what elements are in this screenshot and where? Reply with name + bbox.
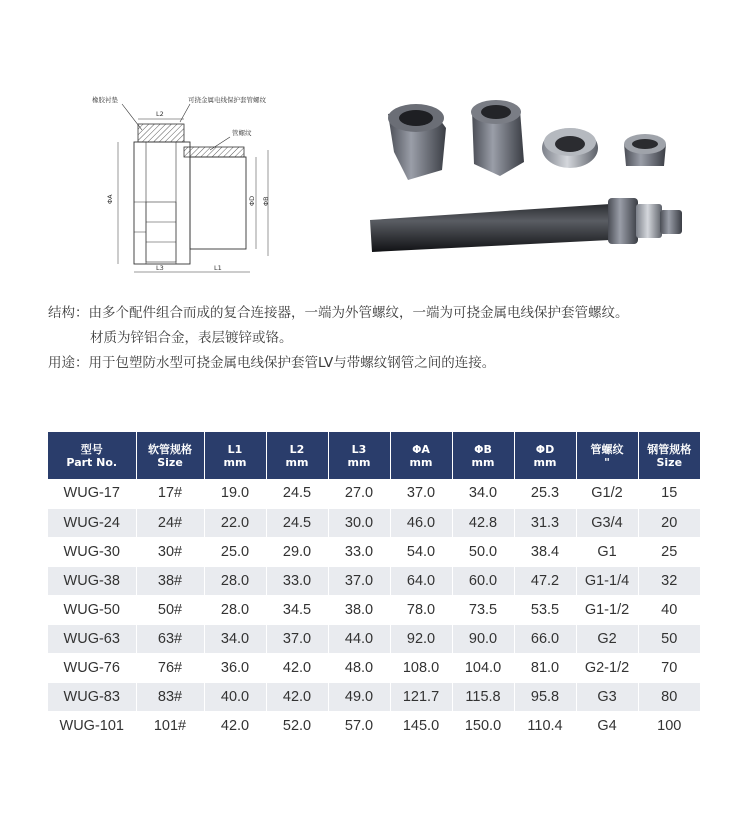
- table-cell: 34.5: [266, 595, 328, 624]
- connector-technical-drawing: [90, 92, 330, 282]
- product-photos: [360, 92, 690, 272]
- table-row: [48, 537, 700, 566]
- column-header: [452, 432, 514, 479]
- table-cell: 50: [638, 624, 700, 653]
- column-header: [266, 432, 328, 479]
- table-cell: 40.0: [204, 682, 266, 711]
- table-cell: 25: [638, 537, 700, 566]
- table-cell: WUG-38: [48, 566, 136, 595]
- description-usage: 用途：用于包塑防水型可挠金属电线保护套管LV与带螺纹钢管之间的连接。: [48, 355, 496, 371]
- table-cell: 25.3: [514, 479, 576, 508]
- table-row: [48, 595, 700, 624]
- column-header-cn: ΦD: [535, 442, 555, 456]
- table-cell: 60.0: [452, 566, 514, 595]
- hose-with-connector-image: [370, 198, 682, 252]
- table-cell: 24#: [136, 508, 204, 537]
- table-cell: 30.0: [328, 508, 390, 537]
- column-header-unit: ": [604, 455, 610, 469]
- table-row: [48, 508, 700, 537]
- table-cell: 49.0: [328, 682, 390, 711]
- table-cell: 70: [638, 653, 700, 682]
- table-cell: 33.0: [266, 566, 328, 595]
- table-cell: G1/2: [576, 479, 638, 508]
- part-body-image: [471, 100, 524, 176]
- table-cell: G3: [576, 682, 638, 711]
- table-cell: 24.5: [266, 508, 328, 537]
- table-cell: 36.0: [204, 653, 266, 682]
- table-cell: 78.0: [390, 595, 452, 624]
- table-cell: 54.0: [390, 537, 452, 566]
- column-header: [638, 432, 700, 479]
- column-header-unit: Size: [157, 455, 183, 469]
- table-cell: 100: [638, 711, 700, 740]
- table-cell: 33.0: [328, 537, 390, 566]
- table-row: [48, 624, 700, 653]
- column-header-unit: mm: [223, 455, 247, 469]
- table-cell: 104.0: [452, 653, 514, 682]
- table-cell: 63#: [136, 624, 204, 653]
- table-cell: WUG-30: [48, 537, 136, 566]
- table-cell: 121.7: [390, 682, 452, 711]
- table-cell: 38.4: [514, 537, 576, 566]
- table-row: [48, 682, 700, 711]
- table-cell: 32: [638, 566, 700, 595]
- column-header-unit: Size: [656, 455, 683, 469]
- column-header-unit: mm: [471, 455, 495, 469]
- table-cell: 83#: [136, 682, 204, 711]
- table-cell: 37.0: [266, 624, 328, 653]
- table-cell: 150.0: [452, 711, 514, 740]
- column-header: [136, 432, 204, 479]
- table-cell: 40: [638, 595, 700, 624]
- table-cell: 50.0: [452, 537, 514, 566]
- spec-table: [48, 432, 700, 741]
- table-row: [48, 653, 700, 682]
- table-cell: 34.0: [204, 624, 266, 653]
- table-cell: 50#: [136, 595, 204, 624]
- table-cell: 53.5: [514, 595, 576, 624]
- table-cell: 64.0: [390, 566, 452, 595]
- label-phiD: ΦD: [248, 195, 256, 206]
- label-pipe-thread: 管螺纹: [232, 129, 252, 137]
- table-cell: G2: [576, 624, 638, 653]
- table-cell: 57.0: [328, 711, 390, 740]
- table-cell: 115.8: [452, 682, 514, 711]
- table-cell: G1-1/2: [576, 595, 638, 624]
- table-cell: 44.0: [328, 624, 390, 653]
- table-cell: 28.0: [204, 566, 266, 595]
- table-cell: 66.0: [514, 624, 576, 653]
- table-cell: 46.0: [390, 508, 452, 537]
- table-cell: G1: [576, 537, 638, 566]
- table-cell: 38.0: [328, 595, 390, 624]
- table-cell: WUG-76: [48, 653, 136, 682]
- table-cell: 37.0: [390, 479, 452, 508]
- table-cell: 92.0: [390, 624, 452, 653]
- description-structure: 结构：由多个配件组合而成的复合连接器，一端为外管螺纹，一端为可挠金属电线保护套管螺纹。: [48, 305, 629, 321]
- column-header: [514, 432, 576, 479]
- table-cell: G3/4: [576, 508, 638, 537]
- table-cell: WUG-63: [48, 624, 136, 653]
- label-rubber-gasket: 橡胶衬垫: [92, 96, 118, 104]
- column-header-unit: mm: [347, 455, 371, 469]
- table-cell: 28.0: [204, 595, 266, 624]
- column-header-unit: mm: [285, 455, 309, 469]
- table-cell: 38#: [136, 566, 204, 595]
- table-cell: 25.0: [204, 537, 266, 566]
- label-conduit-thread: 可挠金属电线保护套管螺纹: [188, 96, 266, 104]
- table-cell: 52.0: [266, 711, 328, 740]
- column-header-cn: L2: [289, 442, 305, 456]
- column-header-cn: 管螺纹: [590, 442, 624, 456]
- table-cell: 42.8: [452, 508, 514, 537]
- table-cell: 42.0: [266, 653, 328, 682]
- label-L2: L2: [156, 110, 164, 118]
- table-cell: 30#: [136, 537, 204, 566]
- column-header-cn: ΦA: [412, 442, 430, 456]
- table-header-row: [48, 432, 700, 479]
- table-row: [48, 711, 700, 740]
- table-cell: WUG-17: [48, 479, 136, 508]
- label-L1: L1: [214, 264, 222, 272]
- label-phiB: ΦB: [262, 196, 270, 206]
- table-cell: G1-1/4: [576, 566, 638, 595]
- part-nut-image: [388, 104, 446, 180]
- table-cell: WUG-24: [48, 508, 136, 537]
- table-cell: 110.4: [514, 711, 576, 740]
- column-header-cn: 型号: [80, 442, 103, 456]
- part-ring-image: [542, 128, 598, 168]
- table-cell: WUG-101: [48, 711, 136, 740]
- table-cell: 29.0: [266, 537, 328, 566]
- column-header: [576, 432, 638, 479]
- table-cell: 42.0: [204, 711, 266, 740]
- label-L3: L3: [156, 264, 164, 272]
- column-header-cn: ΦB: [474, 442, 492, 456]
- column-header: [204, 432, 266, 479]
- label-phiA: ΦA: [106, 194, 114, 204]
- table-cell: 37.0: [328, 566, 390, 595]
- column-header-cn: 钢管规格: [647, 442, 692, 456]
- column-header-cn: L3: [351, 442, 367, 456]
- column-header-cn: 软管规格: [148, 442, 192, 456]
- column-header-unit: mm: [409, 455, 433, 469]
- description-material: 材质为锌铝合金，表层镀锌或铬。: [90, 330, 293, 346]
- table-cell: 19.0: [204, 479, 266, 508]
- table-cell: 24.5: [266, 479, 328, 508]
- table-cell: 48.0: [328, 653, 390, 682]
- table-cell: WUG-50: [48, 595, 136, 624]
- table-cell: 108.0: [390, 653, 452, 682]
- table-cell: G2-1/2: [576, 653, 638, 682]
- table-cell: 34.0: [452, 479, 514, 508]
- column-header: [48, 432, 136, 479]
- column-header-unit: Part No.: [66, 455, 118, 469]
- table-cell: 101#: [136, 711, 204, 740]
- column-header: [390, 432, 452, 479]
- table-cell: 42.0: [266, 682, 328, 711]
- table-cell: 76#: [136, 653, 204, 682]
- table-cell: 17#: [136, 479, 204, 508]
- table-cell: 145.0: [390, 711, 452, 740]
- table-cell: 31.3: [514, 508, 576, 537]
- table-cell: 22.0: [204, 508, 266, 537]
- column-header-cn: L1: [227, 442, 243, 456]
- table-cell: G4: [576, 711, 638, 740]
- table-cell: 81.0: [514, 653, 576, 682]
- table-cell: 47.2: [514, 566, 576, 595]
- table-cell: WUG-83: [48, 682, 136, 711]
- table-row: [48, 479, 700, 508]
- table-row: [48, 566, 700, 595]
- table-cell: 20: [638, 508, 700, 537]
- table-cell: 73.5: [452, 595, 514, 624]
- table-cell: 80: [638, 682, 700, 711]
- column-header: [328, 432, 390, 479]
- table-cell: 90.0: [452, 624, 514, 653]
- table-cell: 95.8: [514, 682, 576, 711]
- table-cell: 27.0: [328, 479, 390, 508]
- table-cell: 15: [638, 479, 700, 508]
- part-small-ring-image: [624, 134, 666, 166]
- column-header-unit: mm: [533, 455, 557, 469]
